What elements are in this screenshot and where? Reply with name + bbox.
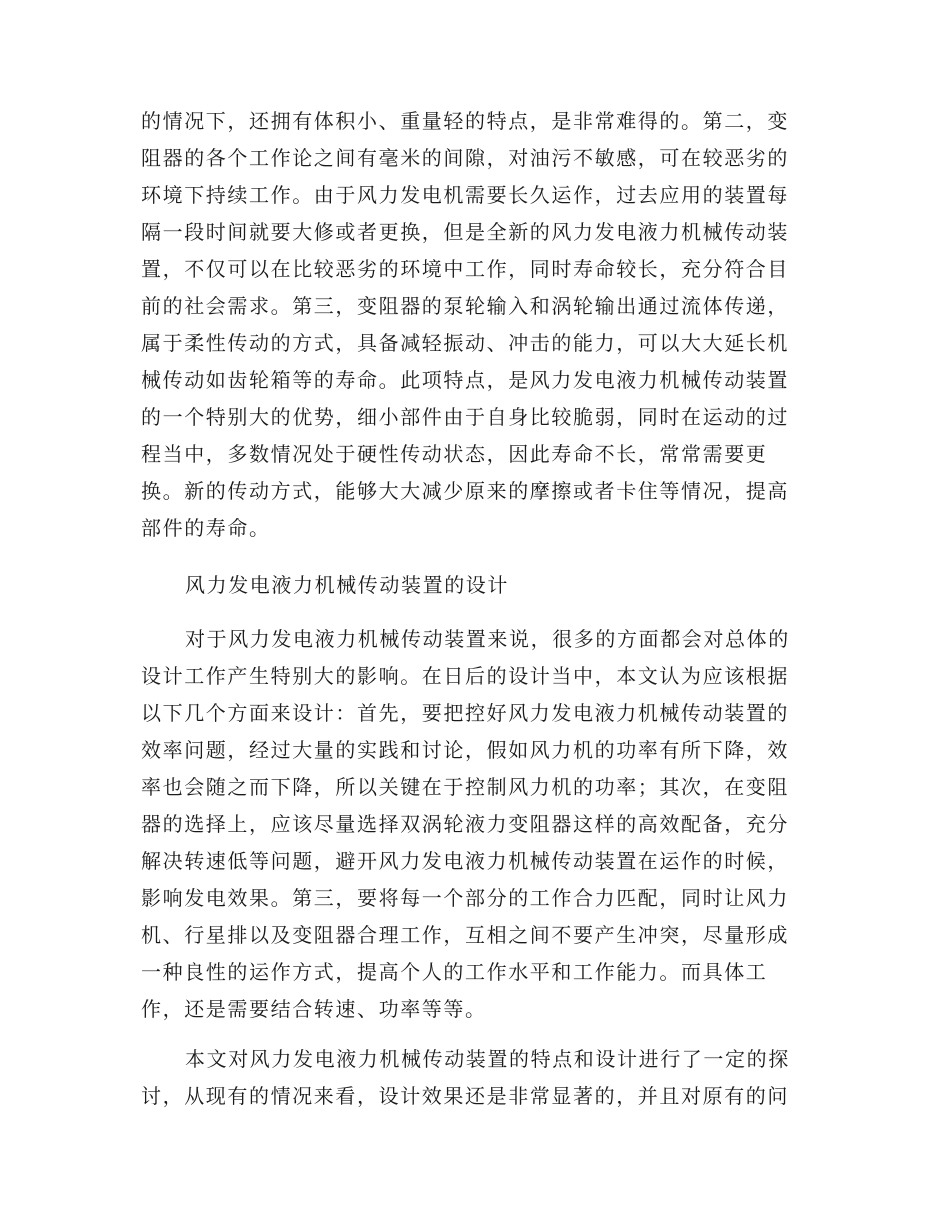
- text-line: 影响发电效果。第三，要将每一个部分的工作合力匹配，同时让风力: [141, 886, 789, 910]
- paragraph-conclusion: [141, 1041, 801, 1115]
- text-line: 本文对风力发电液力机械传动装置的特点和设计进行了一定的探: [185, 1047, 790, 1071]
- text-line: 换。新的传动方式，能够大大减少原来的摩擦或者卡住等情况，提高: [141, 479, 789, 503]
- paragraph-design: [141, 621, 801, 1028]
- text-line: 械传动如齿轮箱等的寿命。此项特点，是风力发电液力机械传动装置: [141, 368, 789, 392]
- text-line: 作，还是需要结合转速、功率等等。: [141, 997, 487, 1021]
- text-line: 的一个特别大的优势，细小部件由于自身比较脆弱，同时在运动的过: [141, 405, 789, 429]
- text-line: 的情况下，还拥有体积小、重量轻的特点，是非常难得的。第二，变: [141, 109, 789, 133]
- text-line: 讨，从现有的情况来看，设计效果还是非常显著的，并且对原有的问: [141, 1084, 789, 1108]
- text-line: 解决转速低等问题，避开风力发电液力机械传动装置在运作的时候，: [141, 849, 789, 873]
- text-line: 以下几个方面来设计：首先，要把控好风力发电液力机械传动装置的: [141, 701, 789, 725]
- text-line: 阻器的各个工作论之间有毫米的间隙，对油污不敏感，可在较恶劣的: [141, 146, 789, 170]
- text-line: 效率问题，经过大量的实践和讨论，假如风力机的功率有所下降，效: [141, 738, 789, 762]
- text-line: 机、行星排以及变阻器合理工作，互相之间不要产生冲突，尽量形成: [141, 923, 789, 947]
- text-line: 置，不仅可以在比较恶劣的环境中工作，同时寿命较长，充分符合目: [141, 257, 789, 281]
- text-line: 部件的寿命。: [141, 516, 271, 540]
- text-line: 环境下持续工作。由于风力发电机需要长久运作，过去应用的装置每: [141, 183, 789, 207]
- text-line: 属于柔性传动的方式，具备减轻振动、冲击的能力，可以大大延长机: [141, 331, 789, 355]
- text-line: 器的选择上，应该尽量选择双涡轮液力变阻器这样的高效配备，充分: [141, 812, 789, 836]
- text-line: 前的社会需求。第三，变阻器的泵轮输入和涡轮输出通过流体传递，: [141, 294, 789, 318]
- text-line: 设计工作产生特别大的影响。在日后的设计当中，本文认为应该根据: [141, 664, 789, 688]
- text-line: 率也会随之而下降，所以关键在于控制风力机的功率；其次，在变阻: [141, 775, 789, 799]
- text-line: 一种良性的运作方式，提高个人的工作水平和工作能力。而具体工: [141, 960, 768, 984]
- section-heading: [141, 567, 801, 604]
- heading-line: 风力发电液力机械传动装置的设计: [185, 573, 509, 597]
- paragraph-features-continued: [141, 103, 801, 547]
- text-line: 程当中，多数情况处于硬性传动状态，因此寿命不长，常常需要更: [141, 442, 768, 466]
- text-line: 对于风力发电液力机械传动装置来说，很多的方面都会对总体的: [185, 627, 790, 651]
- text-line: 隔一段时间就要大修或者更换，但是全新的风力发电液力机械传动装: [141, 220, 789, 244]
